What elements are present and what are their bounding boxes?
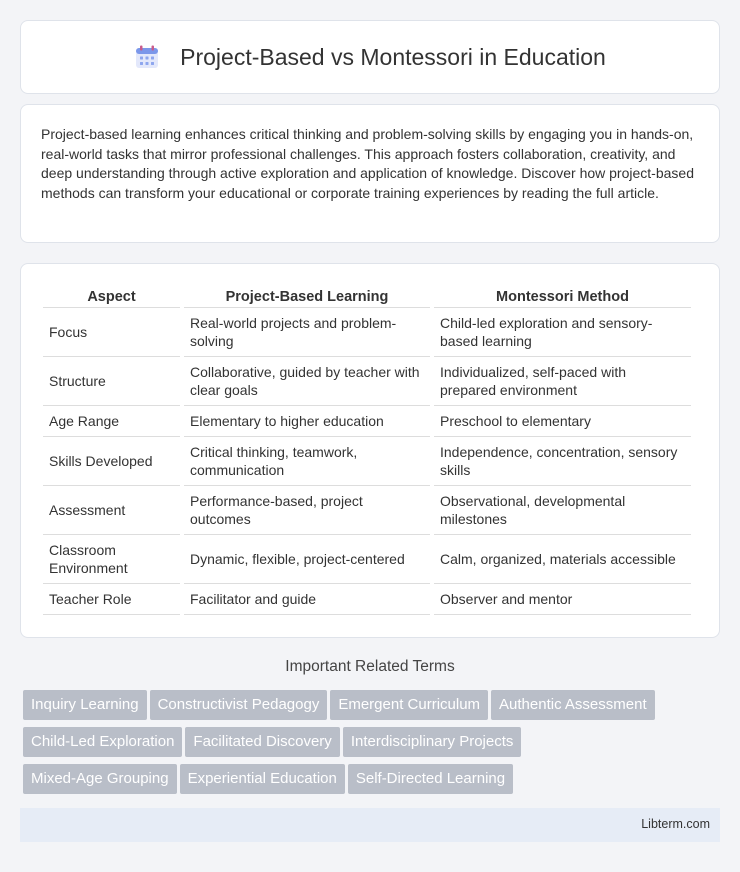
table-cell: Critical thinking, teamwork, communication (184, 437, 430, 486)
column-header: Project-Based Learning (184, 286, 430, 308)
footer-link[interactable]: Libterm.com (641, 817, 710, 831)
table-cell: Collaborative, guided by teacher with clear goals (184, 357, 430, 406)
term-tag[interactable]: Mixed-Age Grouping (23, 764, 177, 794)
related-terms-list (23, 690, 723, 801)
column-header: Aspect (43, 286, 180, 308)
term-tag[interactable]: Authentic Assessment (491, 690, 655, 720)
table-row (43, 584, 691, 615)
table-cell: Age Range (43, 406, 180, 437)
term-tag[interactable]: Inquiry Learning (23, 690, 147, 720)
term-tag[interactable]: Self-Directed Learning (348, 764, 513, 794)
table-cell: Child-led exploration and sensory-based learning (434, 308, 691, 357)
related-terms-title: Important Related Terms (285, 658, 455, 675)
table-cell: Assessment (43, 486, 180, 535)
table-row (43, 486, 691, 535)
table-cell: Focus (43, 308, 180, 357)
term-tag[interactable]: Facilitated Discovery (185, 727, 339, 757)
table-cell: Calm, organized, materials accessible (434, 535, 691, 584)
table-cell: Classroom Environment (43, 535, 180, 584)
table-cell: Facilitator and guide (184, 584, 430, 615)
table-cell: Independence, concentration, sensory skills (434, 437, 691, 486)
table-cell: Preschool to elementary (434, 406, 691, 437)
table-cell: Performance-based, project outcomes (184, 486, 430, 535)
table-cell: Teacher Role (43, 584, 180, 615)
term-tag[interactable]: Interdisciplinary Projects (343, 727, 522, 757)
term-tag[interactable]: Child-Led Exploration (23, 727, 182, 757)
table-cell: Individualized, self-paced with prepared environment (434, 357, 691, 406)
calendar-icon (134, 44, 160, 70)
table-row (43, 308, 691, 357)
comparison-table (39, 286, 695, 615)
footer (20, 808, 720, 842)
term-tag[interactable]: Experiential Education (180, 764, 345, 794)
header-card (20, 20, 720, 94)
table-cell: Structure (43, 357, 180, 406)
page-title: Project-Based vs Montessori in Education (180, 43, 606, 70)
table-cell: Dynamic, flexible, project-centered (184, 535, 430, 584)
table-cell: Elementary to higher education (184, 406, 430, 437)
term-tag[interactable]: Constructivist Pedagogy (150, 690, 328, 720)
table-cell: Real-world projects and problem-solving (184, 308, 430, 357)
table-row (43, 357, 691, 406)
intro-card (20, 104, 720, 243)
intro-text: Project-based learning enhances critical thinking and problem-solving skills by engaging you in hands-on, real-world tasks that mirror professional challenges. This approach fosters collaboration, creativity, and deep understanding through active exploration and application of knowledge. Discover how project-based methods can transform your educational or corporate training experiences by reading the full article. (41, 126, 694, 201)
column-header: Montessori Method (434, 286, 691, 308)
table-cell: Observer and mentor (434, 584, 691, 615)
table-row (43, 437, 691, 486)
table-row (43, 535, 691, 584)
table-row (43, 406, 691, 437)
comparison-table-card (20, 263, 720, 638)
table-cell: Observational, developmental milestones (434, 486, 691, 535)
term-tag[interactable]: Emergent Curriculum (330, 690, 488, 720)
table-header-row (43, 286, 691, 308)
table-cell: Skills Developed (43, 437, 180, 486)
